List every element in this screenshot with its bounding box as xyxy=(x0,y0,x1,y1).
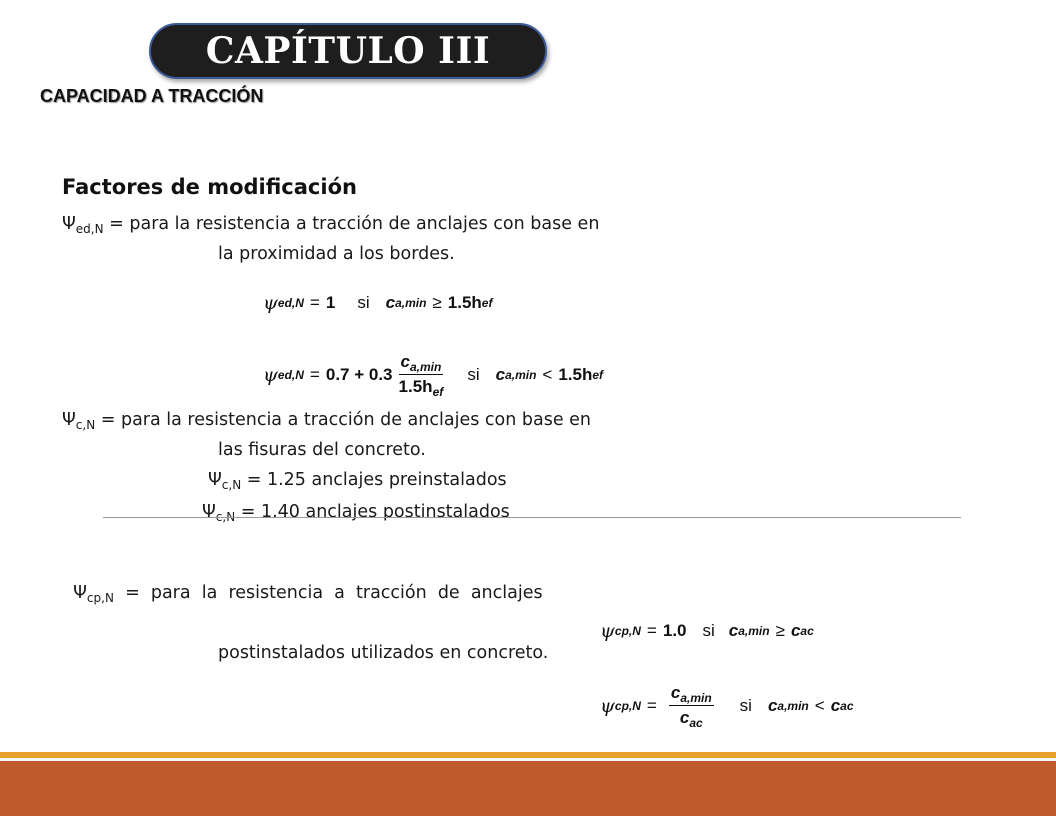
factor-c-description xyxy=(62,405,724,465)
factor-cp-line2: postinstalados utilizados en concreto. xyxy=(218,643,549,663)
factor-ed-description xyxy=(62,209,724,269)
factor-c-line1: $\Psi_{c,N}$ = para la resistencia a tracción de anclajes con base en xyxy=(62,410,592,432)
fraction-ed: $\frac{c_{a,min}}{1.5h_{ef}}$ xyxy=(398,352,444,399)
divider-line xyxy=(103,517,961,518)
equation-ed-1: ψ ed,N = 1 si c a,min ≥ 1.5h ef xyxy=(263,292,493,314)
fraction-cp: $\frac{c_{a,min}}{c_{ac}}$ xyxy=(670,683,712,730)
factor-c-value-postinstalled: $\Psi_{c,N} = 1.40$ anclajes postinstalados xyxy=(202,502,510,524)
factor-ed-line2: la proximidad a los bordes. xyxy=(218,244,455,264)
equation-cp-2: ψ cp,N = $\frac{c_{a,min}}{c_{ac}}$ si c a,min < c ac xyxy=(600,683,854,730)
factor-ed-line1: $\Psi_{ed,N}$ = para la resistencia a tracción de anclajes con base en xyxy=(62,214,600,236)
factor-c-line2: las fisuras del concreto. xyxy=(218,440,426,460)
factor-c-value-preinstalled: $\Psi_{c,N} = 1.25$ anclajes preinstalados xyxy=(208,470,507,492)
section-heading: Factores de modificación xyxy=(62,175,357,199)
chapter-title: CAPÍTULO III xyxy=(205,30,491,72)
factor-cp-line1: $\Psi_{cp,N}$ = para la resistencia a tracción de anclajes xyxy=(73,583,543,605)
chapter-subtitle: CAPACIDAD A TRACCIÓN xyxy=(40,86,264,106)
equation-cp-1: ψ cp,N = 1.0 si c a,min ≥ c ac xyxy=(600,620,814,642)
equation-ed-2: ψ ed,N = 0.7 + 0.3 $\frac{c_{a,min}}{1.5h_{ef}}$ si c a,min < 1.5h ef xyxy=(263,352,604,399)
chapter-title-banner xyxy=(149,23,547,79)
footer-bar xyxy=(0,761,1056,816)
footer-accent-line xyxy=(0,752,1056,758)
